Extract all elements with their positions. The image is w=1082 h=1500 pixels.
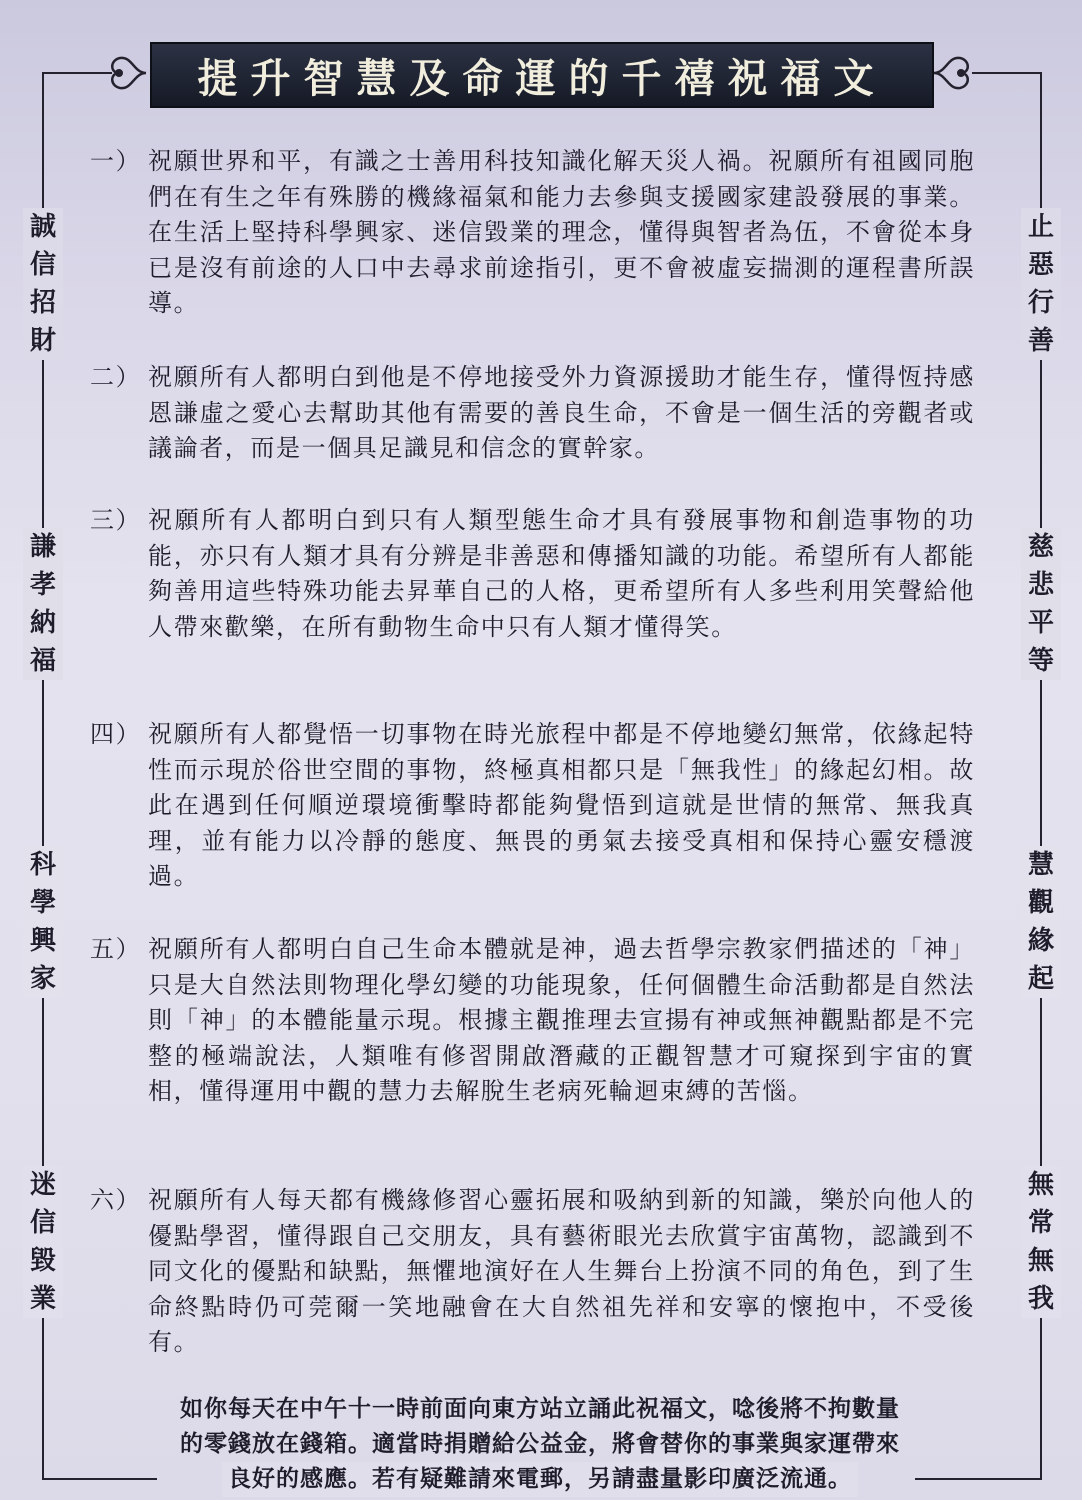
left-phrase: 謙孝納福 — [23, 528, 63, 680]
blessing-number: 三） — [90, 506, 142, 534]
blessing-text: 祝願所有人都明白到只有人類型態生命才具有發展事物和創造事物的功能，亦只有人類才具有分辨是非善惡和傳播知識的功能。希望所有人都能夠善用這些特殊功能去昇華自己的人格，更希望所有人多些利用笑聲給他人帶來歡樂，在所有動物生命中只有人類才懂得笑。 — [148, 506, 975, 641]
right-phrase: 慈悲平等 — [1021, 528, 1061, 680]
blessing-number: 一） — [90, 147, 142, 175]
footer-instructions — [110, 1392, 970, 1497]
frame-top-right — [972, 72, 1042, 74]
blessing-number: 六） — [90, 1186, 142, 1214]
right-phrase: 無常無我 — [1021, 1166, 1061, 1318]
left-phrase: 誠信招財 — [23, 208, 63, 360]
blessing-number: 二） — [90, 363, 142, 391]
right-ornament-icon — [932, 48, 976, 98]
left-phrase: 迷信毀業 — [23, 1166, 63, 1318]
blessing-number: 四） — [90, 720, 142, 748]
footer-line: 良好的感應。若有疑難請來電郵，另請盡量影印廣泛流通。 — [222, 1462, 858, 1497]
right-phrase: 慧觀緣起 — [1021, 846, 1061, 998]
title-banner — [150, 42, 934, 108]
blessing-text: 祝願所有人都覺悟一切事物在時光旅程中都是不停地變幻無常，依緣起特性而示現於俗世空間的事物，終極真相都只是「無我性」的緣起幻相。故此在遇到任何順逆環境衝擊時都能夠覺悟到這就是世情的無常、無我真理，並有能力以冷靜的態度、無畏的勇氣去接受真相和保持心靈安穩渡過。 — [148, 720, 975, 890]
blessing-6 — [90, 1183, 975, 1361]
blessing-text: 祝願所有人都明白自己生命本體就是神，過去哲學宗教家們描述的「神」只是大自然法則物理化學幻變的功能現象，任何個體生命活動都是自然法則「神」的本體能量示現。根據主觀推理去宣揚有神或無神觀點都是不完整的極端說法，人類唯有修習開啟潛藏的正觀智慧才可窺探到宇宙的實相，懂得運用中觀的慧力去解脫生老病死輪迴束縛的苦惱。 — [148, 935, 975, 1105]
blessing-5 — [90, 932, 975, 1110]
left-ornament-icon — [104, 48, 148, 98]
blessing-4 — [90, 717, 975, 895]
right-phrase: 止惡行善 — [1021, 208, 1061, 360]
blessing-1 — [90, 144, 975, 322]
blessing-text: 祝願所有人都明白到他是不停地接受外力資源援助才能生存，懂得恆持感恩謙虛之愛心去幫助其他有需要的善良生命，不會是一個生活的旁觀者或議論者，而是一個具足識見和信念的實幹家。 — [148, 363, 975, 462]
footer-line: 的零錢放在錢箱。適當時捐贈給公益金，將會替你的事業與家運帶來 — [180, 1431, 900, 1457]
left-phrase: 科學興家 — [23, 846, 63, 998]
frame-top-left — [42, 72, 112, 74]
blessing-text: 祝願世界和平，有識之士善用科技知識化解天災人禍。祝願所有祖國同胞們在有生之年有殊勝的機緣福氣和能力去參與支援國家建設發展的事業。在生活上堅持科學興家、迷信毀業的理念，懂得與智者為伍，不會從本身已是沒有前途的人口中去尋求前途指引，更不會被虛妄揣測的運程書所誤導。 — [148, 147, 975, 317]
blessing-number: 五） — [90, 935, 142, 963]
blessing-3 — [90, 503, 975, 645]
blessing-2 — [90, 360, 975, 467]
footer-line: 如你每天在中午十一時前面向東方站立誦此祝福文，唸後將不拘數量 — [180, 1396, 900, 1422]
blessing-text: 祝願所有人每天都有機緣修習心靈拓展和吸納到新的知識，樂於向他人的優點學習，懂得跟自己交朋友，具有藝術眼光去欣賞宇宙萬物，認識到不同文化的優點和缺點，無懼地演好在人生舞台上扮演不同的角色，到了生命終點時仍可莞爾一笑地融會在大自然祖先祥和安寧的懷抱中，不受後有。 — [148, 1186, 975, 1356]
page-title: 提升智慧及命運的千禧祝福文 — [197, 54, 887, 102]
